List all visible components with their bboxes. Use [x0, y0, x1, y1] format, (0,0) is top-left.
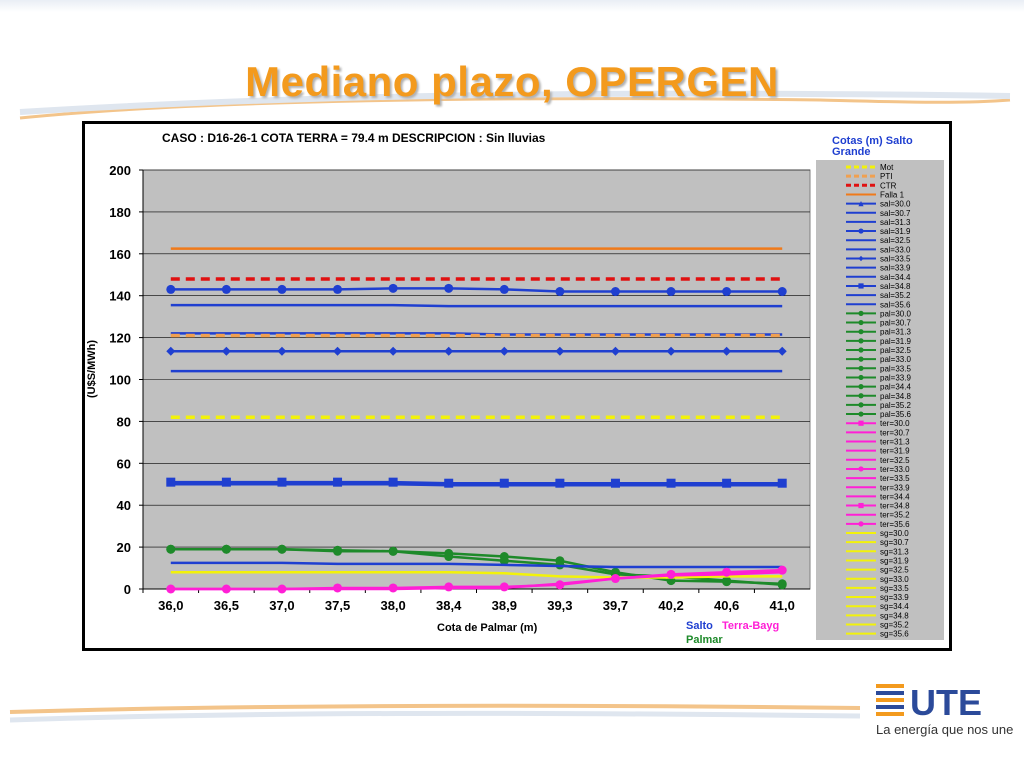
legend-label: pal=33.5 — [880, 364, 911, 374]
legend-label: pal=33.9 — [880, 373, 911, 383]
data-point — [611, 287, 620, 296]
legend-label: sal=31.3 — [880, 217, 911, 227]
legend-item — [846, 255, 911, 264]
legend-marker — [858, 283, 863, 288]
legend-item — [846, 355, 911, 364]
logo-wordmark: UTE — [910, 682, 982, 720]
legend-item — [846, 511, 910, 520]
series-line-sal=32.5 — [171, 305, 782, 306]
legend-label: pal=35.6 — [880, 410, 911, 420]
legend-marker — [858, 256, 863, 261]
legend-item — [846, 328, 911, 337]
y-tick-label: 140 — [109, 288, 131, 304]
legend-marker — [858, 384, 863, 389]
data-point — [166, 285, 175, 294]
legend-label: ter=35.6 — [880, 519, 910, 529]
legend-label: sal=33.0 — [880, 245, 911, 255]
data-point — [166, 545, 175, 554]
legend-label: ter=33.5 — [880, 474, 910, 484]
data-point — [555, 287, 564, 296]
data-point — [333, 285, 342, 294]
x-tick-label: 39,3 — [547, 598, 573, 613]
y-tick-label: 20 — [116, 540, 131, 556]
note-palmar: Palmar — [686, 634, 723, 646]
data-point — [277, 285, 286, 294]
legend-label: ter=31.3 — [880, 437, 910, 447]
legend-item — [846, 529, 909, 538]
legend-item — [846, 474, 910, 483]
legend-item — [846, 502, 910, 511]
legend-item — [846, 520, 910, 529]
legend-item — [846, 346, 911, 355]
legend-item — [846, 163, 894, 172]
legend-marker — [858, 366, 863, 371]
logo-stripes-icon — [876, 684, 904, 716]
y-axis-label: (U$S/MWh) — [86, 339, 98, 399]
y-tick-label: 100 — [109, 372, 131, 388]
legend-label: ter=31.9 — [880, 446, 910, 456]
slide-title: Mediano plazo, OPERGEN — [245, 58, 779, 105]
y-tick-label: 120 — [109, 330, 131, 346]
legend-label: pal=31.9 — [880, 336, 911, 346]
y-tick-label: 200 — [109, 163, 131, 178]
legend-item — [846, 172, 892, 181]
legend-label: pal=30.0 — [880, 309, 911, 319]
legend-item — [846, 181, 897, 190]
legend-item — [846, 438, 910, 447]
legend-item — [846, 547, 909, 556]
legend-item — [846, 556, 909, 565]
legend-marker — [858, 329, 863, 334]
legend-item — [846, 245, 911, 254]
legend-item — [846, 373, 911, 382]
legend-label: pal=35.2 — [880, 400, 911, 410]
legend-label: sal=34.8 — [880, 281, 911, 291]
legend-label: pal=31.3 — [880, 327, 911, 337]
legend-item — [846, 236, 911, 245]
legend-marker — [858, 311, 863, 316]
legend-item — [846, 621, 909, 630]
legend-item — [846, 447, 910, 456]
legend-label: ter=32.5 — [880, 455, 910, 465]
legend-label: sg=34.4 — [880, 602, 909, 612]
legend-item — [846, 392, 911, 401]
legend-label: sal=33.9 — [880, 263, 911, 273]
legend-label: Mot — [880, 163, 894, 172]
legend-label: CTR — [880, 181, 897, 191]
y-tick-label: 0 — [123, 582, 131, 597]
data-point — [444, 284, 453, 293]
x-tick-label: 37,0 — [269, 598, 295, 613]
legend-item — [846, 337, 911, 346]
legend-marker — [858, 411, 863, 416]
legend-item — [846, 584, 909, 593]
legend-label: pal=33.0 — [880, 355, 911, 365]
legend-item — [846, 227, 911, 236]
series-line-sal=35.2 — [171, 484, 782, 485]
x-tick-label: 38,9 — [491, 598, 517, 613]
legend-label: sal=33.5 — [880, 254, 911, 264]
data-point — [722, 287, 731, 296]
x-tick-label: 38,0 — [380, 598, 406, 613]
legend-item — [846, 492, 910, 501]
legend-label: pal=32.5 — [880, 346, 911, 355]
data-point — [333, 547, 342, 556]
legend-item — [846, 218, 911, 227]
legend-marker — [858, 338, 863, 343]
legend-label: PTI — [880, 172, 893, 182]
legend-item — [846, 383, 911, 392]
legend-label: pal=34.8 — [880, 391, 911, 401]
note-salto: Salto — [686, 620, 713, 632]
legend-label: ter=33.0 — [880, 464, 910, 474]
legend-label: ter=30.0 — [880, 419, 910, 429]
legend-label: ter=30.7 — [880, 428, 910, 438]
legend-label: sg=34.8 — [880, 611, 909, 621]
legend-marker — [858, 393, 863, 398]
y-tick-label: 160 — [109, 246, 131, 262]
legend-label: sal=31.9 — [880, 227, 911, 237]
legend-item — [846, 410, 911, 419]
y-tick-label: 40 — [116, 498, 131, 514]
legend-item — [846, 190, 905, 199]
legend-item — [846, 200, 911, 209]
legend-item — [846, 300, 911, 309]
x-tick-label: 41,0 — [769, 598, 795, 613]
data-point — [222, 545, 231, 554]
legend-item — [846, 364, 911, 373]
legend-label: sal=34.4 — [880, 272, 911, 282]
legend-label: pal=34.4 — [880, 382, 911, 392]
ute-logo — [874, 682, 1009, 720]
x-tick-label: 40,2 — [658, 598, 684, 613]
legend-item — [846, 630, 909, 639]
legend-label: pal=30.7 — [880, 318, 911, 328]
legend-item — [846, 538, 909, 547]
legend-item — [846, 419, 910, 428]
data-point — [222, 285, 231, 294]
x-tick-label: 38,4 — [436, 598, 462, 613]
legend-label: sg=33.9 — [880, 593, 909, 603]
legend-item — [846, 209, 911, 218]
legend-label: ter=35.2 — [880, 510, 910, 520]
legend-item — [846, 611, 909, 620]
x-tick-label: 40,6 — [713, 598, 740, 613]
legend-marker — [858, 320, 863, 325]
legend-marker — [858, 503, 863, 508]
legend-item — [846, 602, 909, 611]
legend-item — [846, 309, 911, 318]
legend-marker — [858, 357, 863, 362]
legend-marker — [858, 402, 863, 407]
legend-item — [846, 401, 911, 410]
data-point — [667, 287, 676, 296]
legend-marker — [858, 521, 863, 526]
legend-label: Falla 1 — [880, 190, 905, 200]
legend-box — [816, 160, 944, 640]
legend-label: sg=33.0 — [880, 574, 909, 584]
legend-label: ter=33.9 — [880, 483, 910, 493]
legend-item — [846, 273, 911, 282]
legend-item — [846, 465, 910, 474]
legend-label: sal=35.6 — [880, 300, 911, 310]
data-point — [500, 285, 509, 294]
legend-label: sg=32.5 — [880, 565, 909, 575]
legend-label: sal=32.5 — [880, 236, 911, 246]
legend-label: sg=35.2 — [880, 620, 909, 630]
chart-title: CASO : D16-26-1 COTA TERRA = 79.4 m DESCRIPCION : Sin lluvias — [162, 131, 546, 145]
legend-marker — [858, 375, 863, 380]
legend-label: sg=30.7 — [880, 538, 909, 548]
y-tick-label: 180 — [109, 204, 131, 220]
data-point — [444, 552, 453, 561]
legend-item — [846, 319, 911, 328]
legend-marker — [858, 421, 863, 426]
legend-item — [846, 428, 910, 437]
x-axis-label: Cota de Palmar (m) — [437, 622, 538, 634]
data-point — [389, 284, 398, 293]
legend-label: sg=31.3 — [880, 547, 909, 557]
legend-item — [846, 456, 910, 465]
legend-item — [846, 575, 909, 584]
legend-marker — [858, 228, 863, 233]
legend-item — [846, 291, 911, 300]
x-tick-label: 37,5 — [324, 598, 351, 613]
y-tick-label: 80 — [116, 414, 131, 430]
data-point — [778, 580, 787, 589]
legend-item — [846, 593, 909, 602]
legend-label: sg=31.9 — [880, 556, 909, 566]
tagline: La energía que nos une — [876, 722, 1014, 737]
legend-label: sal=35.2 — [880, 291, 911, 301]
legend-item — [846, 264, 911, 273]
y-tick-label: 60 — [116, 456, 131, 472]
note-terra: Terra-Bayg — [722, 620, 780, 632]
legend-label: sg=35.6 — [880, 629, 909, 639]
legend-label: sg=30.0 — [880, 529, 909, 538]
data-point — [778, 287, 787, 296]
legend-label: sal=30.7 — [880, 208, 911, 218]
legend-label: sg=33.5 — [880, 583, 909, 593]
x-tick-label: 36,5 — [213, 598, 240, 613]
legend-item — [846, 566, 909, 575]
x-tick-label: 36,0 — [158, 598, 184, 613]
legend-item — [846, 483, 910, 492]
legend-title: Cotas (m) Salto Grande — [832, 135, 913, 158]
legend-item — [846, 282, 911, 291]
data-point — [389, 547, 398, 556]
legend-label: ter=34.4 — [880, 492, 910, 502]
legend-label: sal=30.0 — [880, 199, 911, 209]
data-point — [277, 545, 286, 554]
legend-svg — [816, 160, 944, 640]
legend-label: ter=34.8 — [880, 501, 910, 511]
legend-marker — [858, 347, 863, 352]
x-tick-label: 39,7 — [602, 598, 629, 613]
legend-marker — [858, 466, 863, 471]
